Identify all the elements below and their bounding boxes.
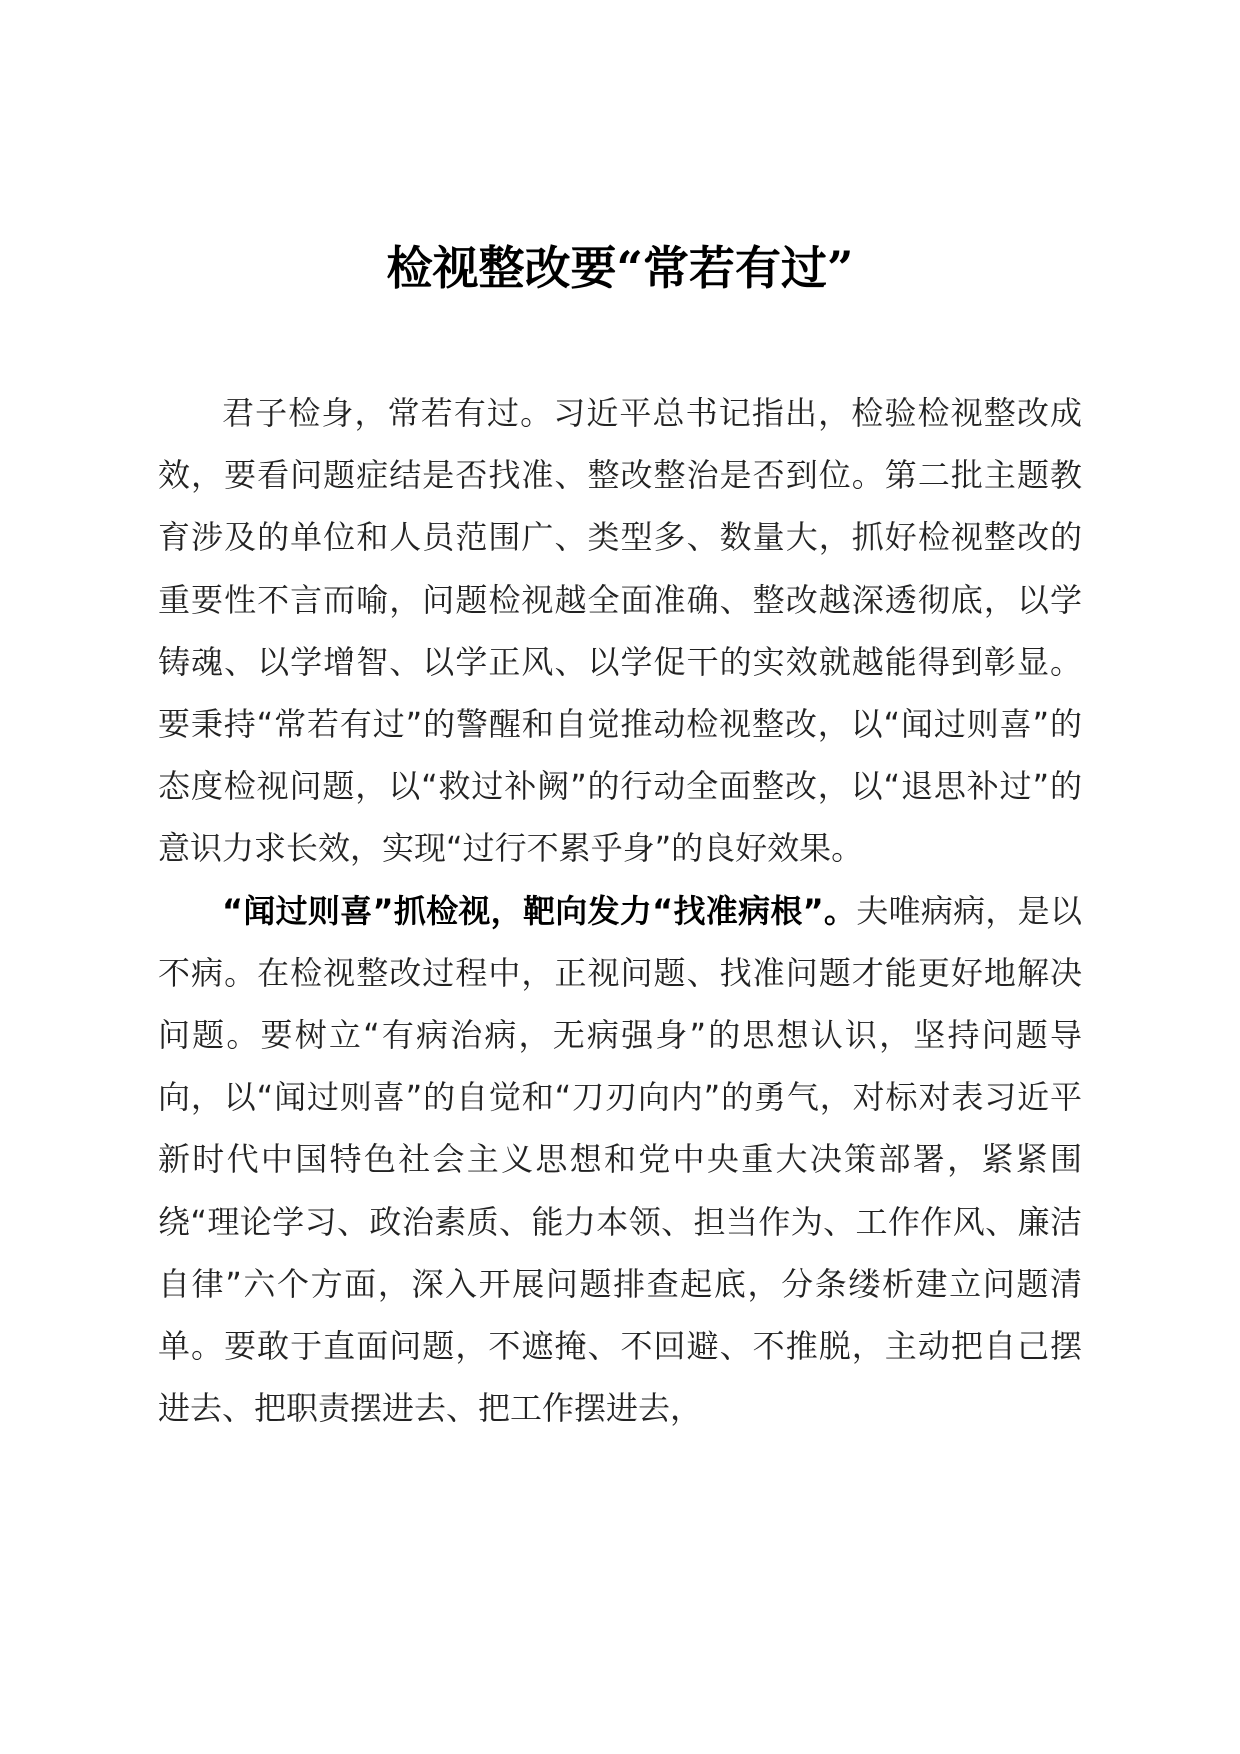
paragraph-intro	[158, 382, 1082, 880]
paragraph-section-1-text: 夫唯病病，是以不病。在检视整改过程中，正视问题、找准问题才能更好地解决问题。要树立“有病治病，无病强身”的思想认识，坚持问题导向，以“闻过则喜”的自觉和“刀刃向内”的勇气，对标对表习近平新时代中国特色社会主义思想和党中央重大决策部署，紧紧围绕“理论学习、政治素质、能力本领、担当作为、工作作风、廉洁自律”六个方面，深入开展问题排查起底，分条缕析建立问题清单。要敢于直面问题，不遮掩、不回避、不推脱，主动把自己摆进去、把职责摆进去、把工作摆进去，	[158, 891, 1082, 1428]
paragraph-intro-text: 君子检身，常若有过。习近平总书记指出，检验检视整改成效，要看问题症结是否找准、整改整治是否到位。第二批主题教育涉及的单位和人员范围广、类型多、数量大，抓好检视整改的重要性不言而喻，问题检视越全面准确、整改越深透彻底，以学铸魂、以学增智、以学正风、以学促干的实效就越能得到彰显。要秉持“常若有过”的警醒和自觉推动检视整改，以“闻过则喜”的态度检视问题，以“救过补阙”的行动全面整改，以“退思补过”的意识力求长效，实现“过行不累乎身”的良好效果。	[158, 394, 1082, 868]
paragraph-section-1	[158, 880, 1082, 1440]
document-body	[158, 382, 1082, 1439]
section-heading: “闻过则喜”抓检视，靶向发力“找准病根”。	[222, 891, 857, 930]
document-title: 检视整改要“常若有过”	[386, 241, 854, 295]
